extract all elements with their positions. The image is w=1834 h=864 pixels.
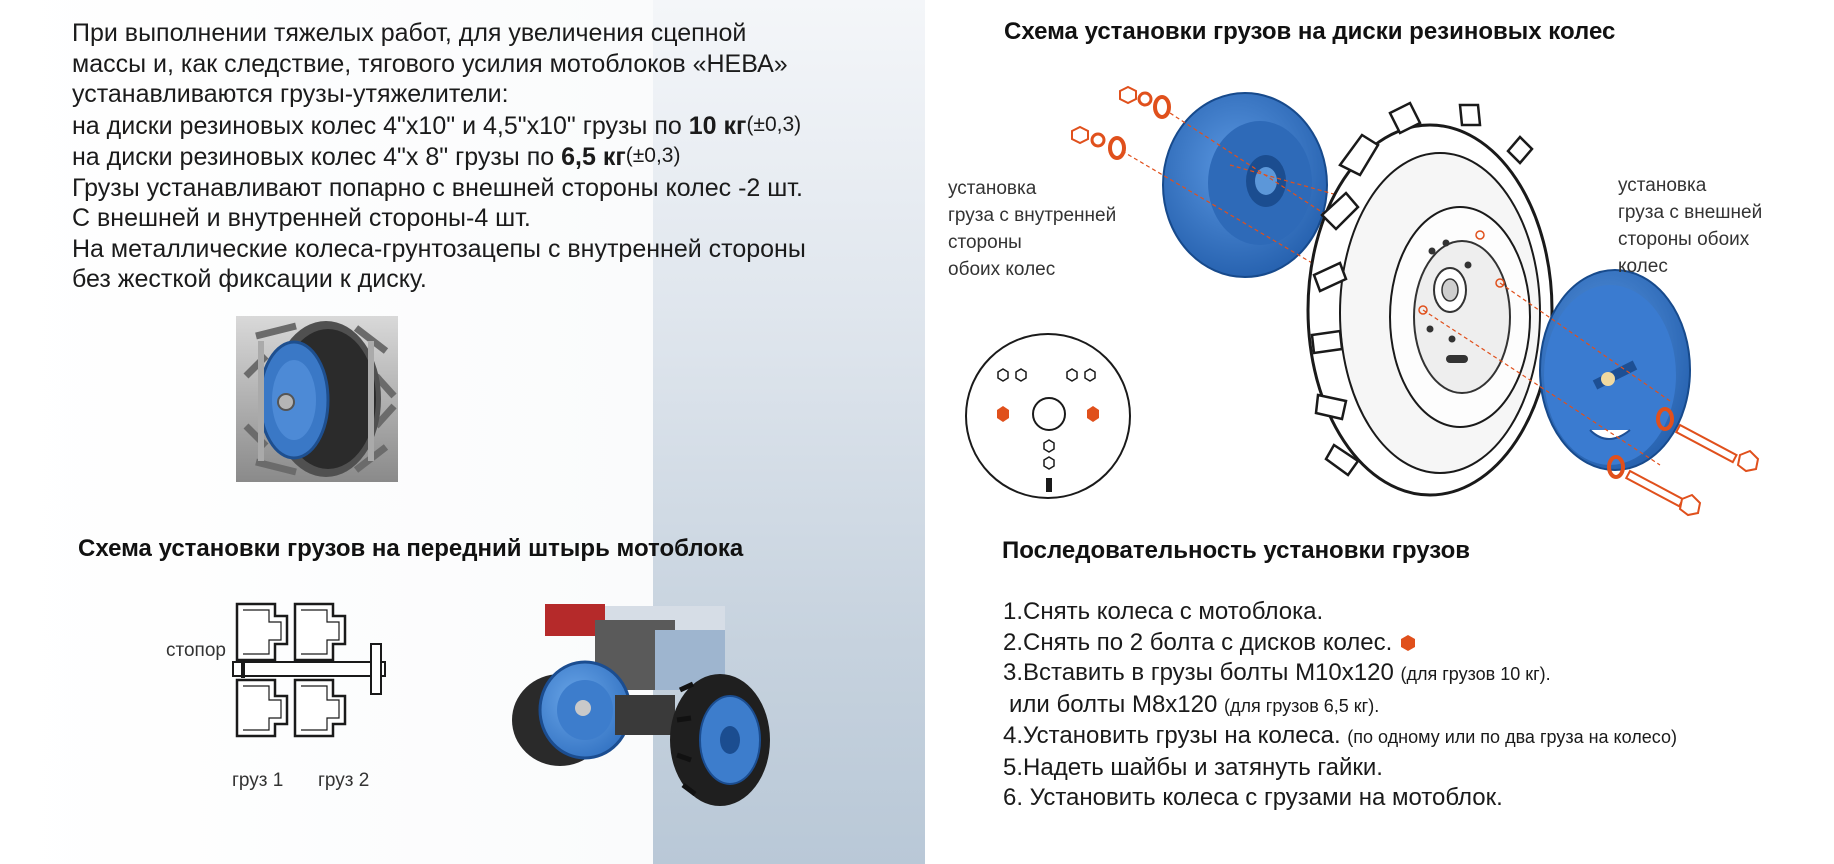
installation-steps	[1003, 597, 1677, 814]
callout-line: обоих колес	[948, 259, 1056, 280]
intro-line: без жесткой фиксации к диску.	[72, 265, 427, 293]
step-3	[1003, 658, 1677, 690]
step-2	[1003, 628, 1677, 659]
intro-line: При выполнении тяжелых работ, для увеличения сцепной	[72, 19, 747, 47]
callout-line: установка	[948, 178, 1037, 199]
step-note: (для грузов 6,5 кг).	[1224, 695, 1380, 716]
step-6: 6. Установить колеса с грузами на мотоблок.	[1003, 784, 1503, 811]
nut-washer-set-upper	[1120, 87, 1169, 117]
heading-sequence: Последовательность установки грузов	[1002, 537, 1471, 564]
callout-line: колес	[1618, 256, 1668, 277]
hex-bolt-icon	[1400, 634, 1416, 652]
intro-line: На металлические колеса-грунтозацепы с внутренней стороны	[72, 234, 806, 263]
callout-line: груза с внешней	[1618, 202, 1763, 223]
step-4	[1003, 721, 1677, 753]
heading-wheel-weights: Схема установки грузов на диски резиновых колес	[1004, 18, 1616, 45]
step-text: или болты М8х120	[1009, 690, 1225, 718]
callout-line: груза с внутренней	[948, 205, 1117, 226]
inner-weight	[1163, 93, 1327, 277]
lug-wheel-photo	[236, 316, 398, 482]
front-pin-weights-diagram	[225, 600, 395, 750]
intro-line: Грузы устанавливают попарно с внешней стороны колес -2 шт.	[72, 173, 803, 202]
heading-front-pin: Схема установки грузов на передний штырь мотоблока	[78, 535, 744, 562]
step-1: 1.Снять колеса с мотоблока.	[1003, 598, 1324, 625]
step-5: 5.Надеть шайбы и затянуть гайки.	[1003, 753, 1383, 781]
wheel-weights-exploded-diagram	[1060, 85, 1780, 525]
step-note: (по одному или по два груза на колесо)	[1347, 727, 1677, 747]
callout-line: установка	[1618, 175, 1707, 196]
weight2-label: груз 2	[318, 770, 370, 791]
intro-text	[72, 18, 912, 295]
weight-10kg: 10 кг	[688, 111, 747, 140]
bolt-upper	[1658, 409, 1758, 471]
bolt-pattern-diagram	[963, 330, 1133, 502]
intro-text-part: на диски резиновых колес 4"х 8" грузы по	[72, 143, 562, 171]
intro-line: массы и, как следствие, тягового усилия мотоблоков «НЕВА»	[72, 49, 788, 78]
weight-6-5kg: 6,5 кг	[561, 143, 626, 171]
callout-inner-weight	[948, 175, 1116, 283]
weight1-label: груз 1	[232, 770, 284, 791]
callout-line: стороны	[948, 232, 1022, 253]
step-3b	[1003, 690, 1677, 722]
intro-line: устанавливаются грузы-утяжелители:	[72, 80, 509, 108]
step-text: 2.Снять по 2 болта с дисков колес.	[1003, 628, 1393, 656]
tolerance: (±0,3)	[625, 144, 681, 167]
bolt-lower	[1609, 457, 1700, 515]
intro-line-6-5kg	[72, 141, 912, 173]
callout-line: стороны обоих	[1618, 229, 1750, 250]
stopper-label: стопор	[166, 640, 226, 661]
step-text: 4.Установить грузы на колеса.	[1003, 722, 1348, 749]
walk-behind-tractor-photo	[505, 600, 775, 810]
callout-outer-weight	[1618, 172, 1762, 280]
outer-weight	[1540, 270, 1690, 470]
tractor-tire	[1308, 103, 1552, 495]
intro-text-part: на диски резиновых колес 4"х10" и 4,5"х10" грузы по	[72, 111, 689, 140]
tolerance: (±0,3)	[746, 112, 802, 136]
intro-line: С внешней и внутренней стороны-4 шт.	[72, 204, 531, 232]
intro-line-10kg	[72, 110, 912, 142]
step-note: (для грузов 10 кг).	[1400, 664, 1551, 684]
step-text: 3.Вставить в грузы болты М10х120	[1003, 659, 1401, 686]
nut-washer-set-lower	[1072, 127, 1124, 158]
